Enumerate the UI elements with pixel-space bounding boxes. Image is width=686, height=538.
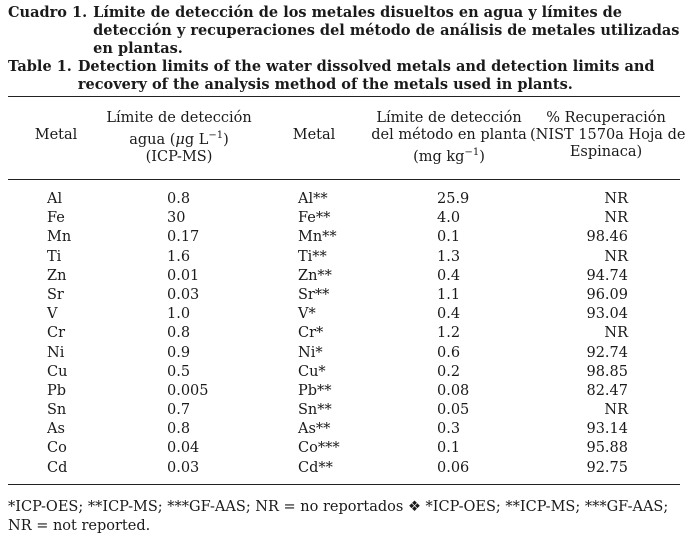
water-limit-cell: 0.03 — [167, 286, 200, 303]
metal-cell: Al — [47, 191, 63, 207]
plant-metal-cell: Sn** — [298, 402, 332, 419]
header-metal-water: Metal — [34, 127, 78, 143]
metal-cell: Cd — [47, 459, 68, 476]
plant-limit-cell: 1.3 — [437, 248, 461, 265]
header-plant-limit-line3: (mg $kg^{-1}$) — [413, 147, 485, 165]
recovery-cell: 98.46 — [586, 229, 628, 246]
caption-english-text: Detection limits of the water dissolved metals and detection limits and recovery of the analysis method of the metals used in plants. — [77, 58, 655, 93]
recovery-cell: 96.09 — [586, 286, 628, 303]
header-plant-limit-line2: del método en planta — [371, 127, 527, 143]
table-row — [0, 344, 686, 363]
header-rule — [8, 179, 680, 180]
table-body — [0, 190, 686, 478]
plant-limit-cell: 1.1 — [437, 286, 461, 303]
recovery-cell: NR — [604, 210, 628, 227]
recovery-cell: NR — [604, 248, 628, 265]
plant-metal-cell: Cd** — [298, 459, 333, 476]
plant-limit-cell: 0.05 — [437, 402, 470, 419]
recovery-cell: NR — [604, 402, 628, 419]
plant-metal-cell: As** — [298, 421, 331, 438]
table-row — [0, 305, 686, 324]
plant-limit-cell: 0.2 — [437, 363, 461, 380]
plant-limit-cell: 0.6 — [437, 344, 461, 361]
water-limit-cell: 30 — [167, 210, 186, 227]
metal-cell: Cr — [47, 325, 66, 342]
plant-metal-cell: Ti** — [298, 248, 327, 265]
water-limit-cell: 0.8 — [167, 421, 191, 438]
top-rule — [8, 96, 680, 97]
plant-limit-cell: 0.08 — [437, 382, 470, 399]
table-row — [0, 209, 686, 228]
plant-limit-cell: 0.1 — [437, 229, 461, 246]
water-limit-cell: 0.005 — [167, 382, 209, 399]
table-row — [0, 228, 686, 247]
plant-limit-cell: 0.06 — [437, 459, 470, 476]
metal-cell: V — [47, 306, 58, 323]
header-recovery-line3: Espinaca) — [569, 144, 643, 160]
table-row — [0, 459, 686, 478]
table-row — [0, 420, 686, 439]
caption-english — [8, 58, 680, 94]
recovery-cell: 94.74 — [586, 267, 628, 284]
plant-limit-cell: 4.0 — [437, 210, 461, 227]
water-limit-cell: 0.8 — [167, 325, 191, 342]
header-metal-plant: Metal — [292, 127, 336, 143]
table-row — [0, 382, 686, 401]
plant-metal-cell: Ni* — [298, 344, 323, 361]
water-limit-cell: 0.5 — [167, 363, 191, 380]
table-row — [0, 286, 686, 305]
plant-metal-cell: Co*** — [298, 440, 340, 457]
plant-metal-cell: Fe** — [298, 210, 331, 227]
water-limit-cell: 0.8 — [167, 191, 191, 207]
caption-spanish — [8, 4, 680, 58]
table-caption — [8, 4, 680, 94]
table-row — [0, 267, 686, 286]
plant-metal-cell: Pb** — [298, 382, 332, 399]
plant-limit-cell: 25.9 — [437, 191, 470, 207]
table-row — [0, 363, 686, 382]
recovery-cell: 82.47 — [586, 382, 628, 399]
metal-cell: Ti — [47, 248, 62, 265]
recovery-cell: NR — [604, 325, 628, 342]
plant-limit-cell: 0.1 — [437, 440, 461, 457]
mu-symbol: μ — [175, 131, 185, 148]
metal-cell: Co — [47, 440, 67, 457]
metal-cell: Sn — [47, 402, 67, 419]
table-row — [0, 248, 686, 267]
water-limit-cell: 1.0 — [167, 306, 191, 323]
metal-cell: Sr — [47, 286, 64, 303]
recovery-cell: 92.75 — [586, 459, 628, 476]
recovery-cell: 95.88 — [586, 440, 628, 457]
table-footnote: *ICP-OES; **ICP-MS; ***GF-AAS; NR = no reportados ❖ *ICP-OES; **ICP-MS; ***GF-AAS; NR = not reported. — [8, 499, 669, 534]
water-limit-cell: 0.17 — [167, 229, 200, 246]
table-row — [0, 190, 686, 209]
water-limit-cell: 1.6 — [167, 248, 191, 265]
header-plant-limit-line1: Límite de detección — [376, 110, 522, 126]
recovery-cell: 92.74 — [586, 344, 628, 361]
plant-limit-cell: 1.2 — [437, 325, 461, 342]
caption-spanish-label: Cuadro 1. — [8, 4, 88, 21]
plant-metal-cell: Cr* — [298, 325, 324, 342]
plant-metal-cell: Cu* — [298, 363, 326, 380]
recovery-cell: 93.14 — [586, 421, 628, 438]
metal-cell: Mn — [47, 229, 72, 246]
recovery-cell: NR — [604, 191, 628, 207]
water-limit-cell: 0.9 — [167, 344, 191, 361]
header-water-limit-line3: (ICP-MS) — [145, 148, 213, 165]
metal-cell: Pb — [47, 382, 67, 399]
recovery-cell: 93.04 — [586, 306, 628, 323]
water-limit-cell: 0.04 — [167, 440, 200, 457]
metal-cell: Fe — [47, 210, 65, 227]
table-row — [0, 439, 686, 458]
plant-metal-cell: Zn** — [298, 267, 332, 284]
header-recovery-line1: % Recuperación — [546, 110, 666, 126]
plant-metal-cell: Al** — [298, 191, 328, 207]
water-limit-cell: 0.7 — [167, 402, 191, 419]
header-water-limit-line1: Límite de detección — [106, 110, 252, 126]
plant-limit-cell: 0.4 — [437, 267, 461, 284]
bottom-rule — [8, 484, 680, 485]
header-water-limit — [104, 110, 254, 166]
table-row — [0, 324, 686, 343]
plant-limit-cell: 0.3 — [437, 421, 461, 438]
caption-spanish-text: Límite de detección de los metales disueltos en agua y límites de detección y recuperaciones del método de análisis de metales utilizadas en plantas. — [93, 4, 680, 57]
header-recovery — [530, 110, 686, 161]
header-water-limit-line2: agua (μg $L^{-1}$) — [129, 130, 229, 148]
metal-cell: As — [47, 421, 65, 438]
caption-english-label: Table 1. — [8, 58, 72, 75]
water-limit-cell: 0.03 — [167, 459, 200, 476]
water-limit-cell: 0.01 — [167, 267, 200, 284]
metal-cell: Ni — [47, 344, 65, 361]
metal-cell: Cu — [47, 363, 68, 380]
recovery-cell: 98.85 — [586, 363, 628, 380]
header-plant-limit — [364, 110, 534, 166]
table-row — [0, 401, 686, 420]
plant-metal-cell: Mn** — [298, 229, 337, 246]
plant-limit-cell: 0.4 — [437, 306, 461, 323]
plant-metal-cell: V* — [298, 306, 316, 323]
metal-cell: Zn — [47, 267, 67, 284]
header-recovery-line2: (NIST 1570a Hoja de — [530, 127, 686, 143]
plant-metal-cell: Sr** — [298, 286, 330, 303]
